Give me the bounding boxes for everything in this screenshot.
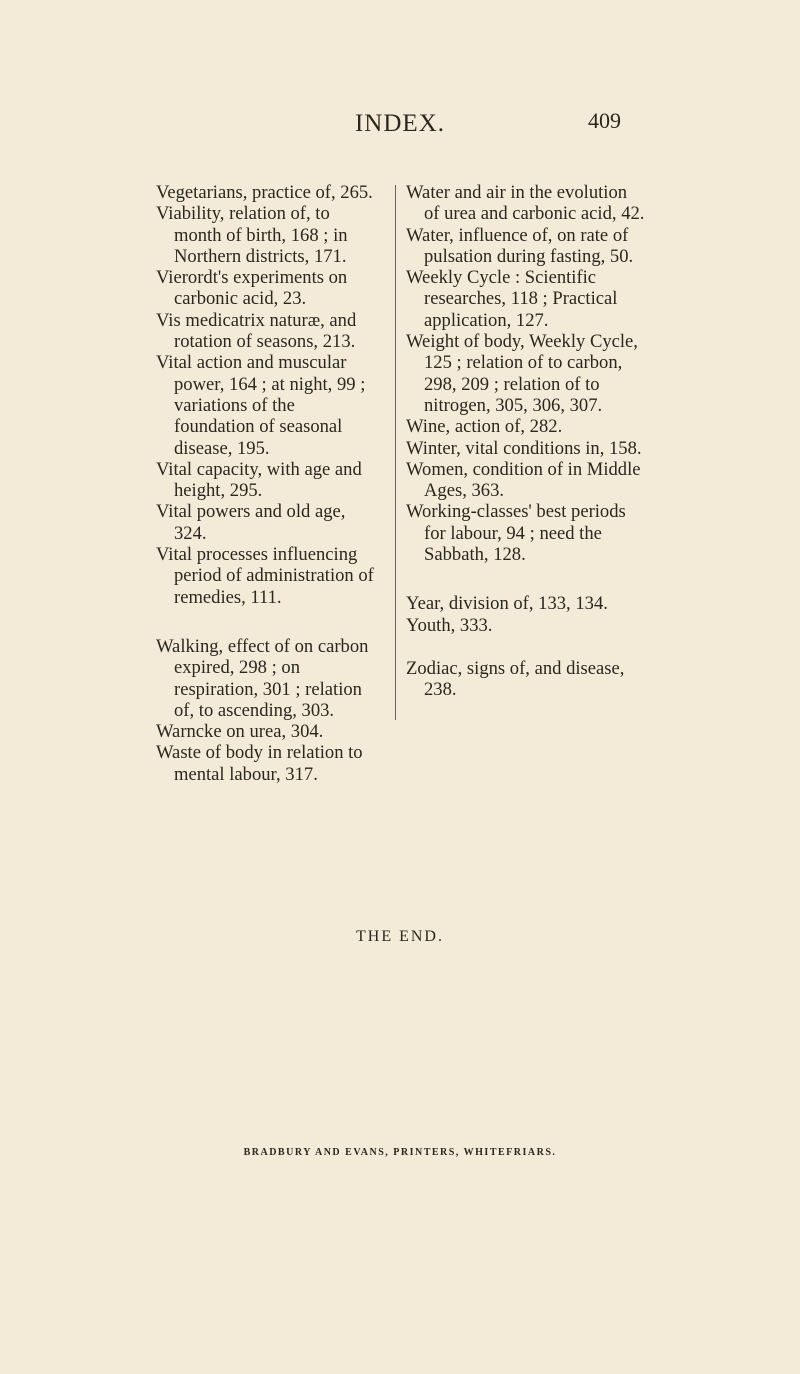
index-entry: Vierordt's experiments on carbonic acid, 23.: [156, 267, 348, 310]
section-gap: [156, 608, 376, 636]
column-divider: [395, 185, 396, 720]
index-entry: Walking, effect of on carbon expired, 298 ; on respiration, 301 ; relation of, to ascending, 303.: [156, 635, 369, 721]
index-entry: Water, influence of, on rate of pulsation during fasting, 50.: [406, 224, 634, 267]
index-entry: Vital powers and old age, 324.: [156, 501, 346, 544]
index-entry: Weekly Cycle : Scientific researches, 118 ; Practical application, 127.: [406, 267, 618, 331]
index-entry: Warncke on urea, 304.: [156, 721, 324, 743]
index-entry: Vegetarians, practice of, 265.: [156, 182, 373, 203]
index-entry: Year, division of, 133, 134.: [406, 593, 608, 615]
index-entry: Women, condition of in Middle Ages, 363.: [406, 458, 641, 502]
index-entry: Zodiac, signs of, and disease, 238.: [406, 657, 625, 701]
section-gap: [406, 565, 646, 593]
index-entry: Waste of body in relation to mental labour, 317.: [156, 742, 363, 785]
the-end-text: THE END.: [356, 928, 444, 945]
index-entry: Youth, 333.: [406, 614, 493, 636]
index-entry: Winter, vital conditions in, 158.: [406, 437, 642, 459]
index-entry: Vital capacity, with age and height, 295.: [156, 458, 362, 502]
index-entry: Water and air in the evolution of urea and carbonic acid, 42.: [406, 182, 645, 225]
index-entry: Wine, action of, 282.: [406, 416, 563, 438]
page-number: 409: [588, 108, 621, 133]
index-entry: Weight of body, Weekly Cycle, 125 ; relation of to carbon, 298, 209 ; relation of to nitrogen, 305, 306, 307.: [406, 331, 638, 416]
index-entry: Working-classes' best periods for labour, 94 ; need the Sabbath, 128.: [406, 501, 626, 566]
index-entry: Vital processes influencing period of administration of remedies, 111.: [156, 544, 374, 608]
index-entry: Viability, relation of, to month of birth, 168 ; in Northern districts, 171.: [156, 203, 348, 267]
index-entry: Vis medicatrix naturæ, and rotation of seasons, 213.: [156, 309, 357, 353]
index-column-left: [156, 182, 376, 785]
page-title: INDEX.: [354, 110, 445, 137]
index-column-right: [406, 182, 646, 701]
section-gap: [406, 636, 646, 658]
printer-imprint: BRADBURY AND EVANS, PRINTERS, WHITEFRIARS.: [243, 1147, 557, 1158]
index-entry: Vital action and muscular power, 164 ; at night, 99 ; variations of the foundation of seasonal disease, 195.: [156, 352, 366, 459]
